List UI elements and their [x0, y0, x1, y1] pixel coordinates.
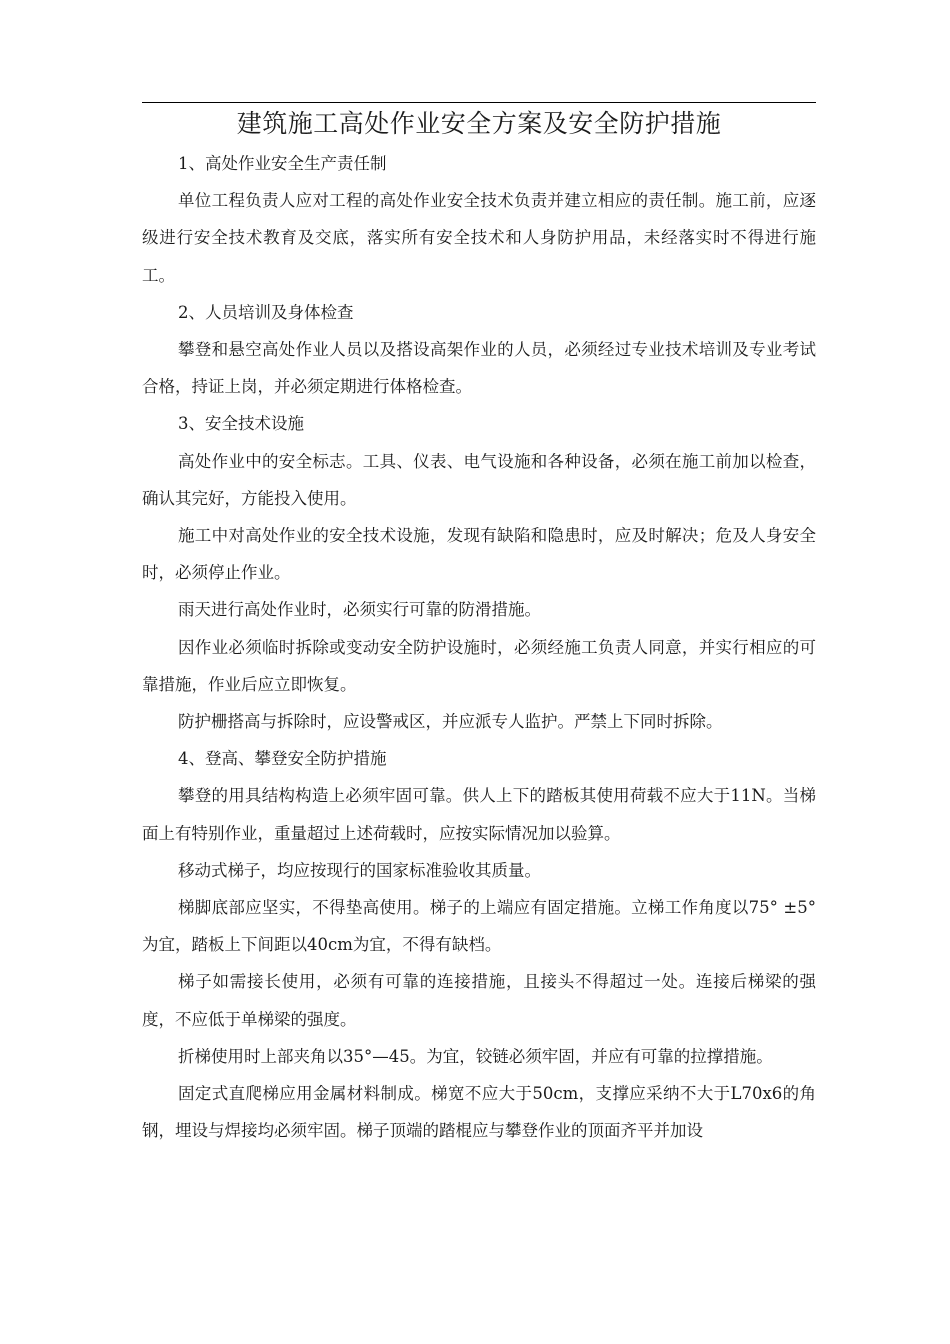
paragraph: 移动式梯子，均应按现行的国家标准验收其质量。	[178, 860, 541, 880]
paragraph: 施工中对高处作业的安全技术设施，发现有缺陷和隐患时，应及时解决；危及人身安全时，必须停止作业。	[142, 526, 816, 583]
header-rule	[142, 102, 816, 103]
paragraph: 攀登的用具结构构造上必须牢固可靠。供人上下的踏板其使用荷载不应大于11N。当梯面上有特别作业，重量超过上述荷载时，应按实际情况加以验算。	[142, 786, 816, 843]
paragraph: 单位工程负责人应对工程的高处作业安全技术负责并建立相应的责任制。施工前，应逐级进行安全技术教育及交底，落实所有安全技术和人身防护用品，未经落实时不得进行施工。	[142, 191, 816, 285]
section-heading: 2、人员培训及身体检查	[178, 302, 354, 322]
paragraph: 梯脚底部应坚实，不得垫高使用。梯子的上端应有固定措施。立梯工作角度以75° ±5°为宜，踏板上下间距以40cm为宜，不得有缺档。	[142, 898, 816, 955]
section-heading: 3、安全技术设施	[178, 414, 304, 434]
section-heading: 1、高处作业安全生产责任制	[178, 154, 387, 173]
section-heading: 4、登高、攀登安全防护措施	[178, 749, 387, 769]
paragraph: 防护栅搭高与拆除时，应设警戒区，并应派专人监护。严禁上下同时拆除。	[178, 712, 723, 732]
paragraph: 折梯使用时上部夹角以35°—45。为宜，铰链必须牢固，并应有可靠的拉撑措施。	[178, 1046, 773, 1066]
paragraph: 梯子如需接长使用，必须有可靠的连接措施，且接头不得超过一处。连接后梯梁的强度，不应低于单梯梁的强度。	[142, 972, 816, 1029]
document-body	[142, 145, 816, 1149]
paragraph: 雨天进行高处作业时，必须实行可靠的防滑措施。	[178, 600, 541, 620]
paragraph: 高处作业中的安全标志。工具、仪表、电气设施和各种设备，必须在施工前加以检查，确认其完好，方能投入使用。	[142, 451, 816, 508]
paragraph: 攀登和悬空高处作业人员以及搭设高架作业的人员，必须经过专业技术培训及专业考试合格，持证上岗，并必须定期进行体格检查。	[142, 340, 816, 397]
paragraph: 因作业必须临时拆除或变动安全防护设施时，必须经施工负责人同意，并实行相应的可靠措施，作业后应立即恢复。	[142, 637, 816, 694]
document-title: 建筑施工高处作业安全方案及安全防护措施	[236, 109, 722, 138]
paragraph: 固定式直爬梯应用金属材料制成。梯宽不应大于50cm，支撑应采纳不大于L70x6的角钢，埋设与焊接均必须牢固。梯子顶端的踏棍应与攀登作业的顶面齐平并加设	[142, 1084, 816, 1141]
